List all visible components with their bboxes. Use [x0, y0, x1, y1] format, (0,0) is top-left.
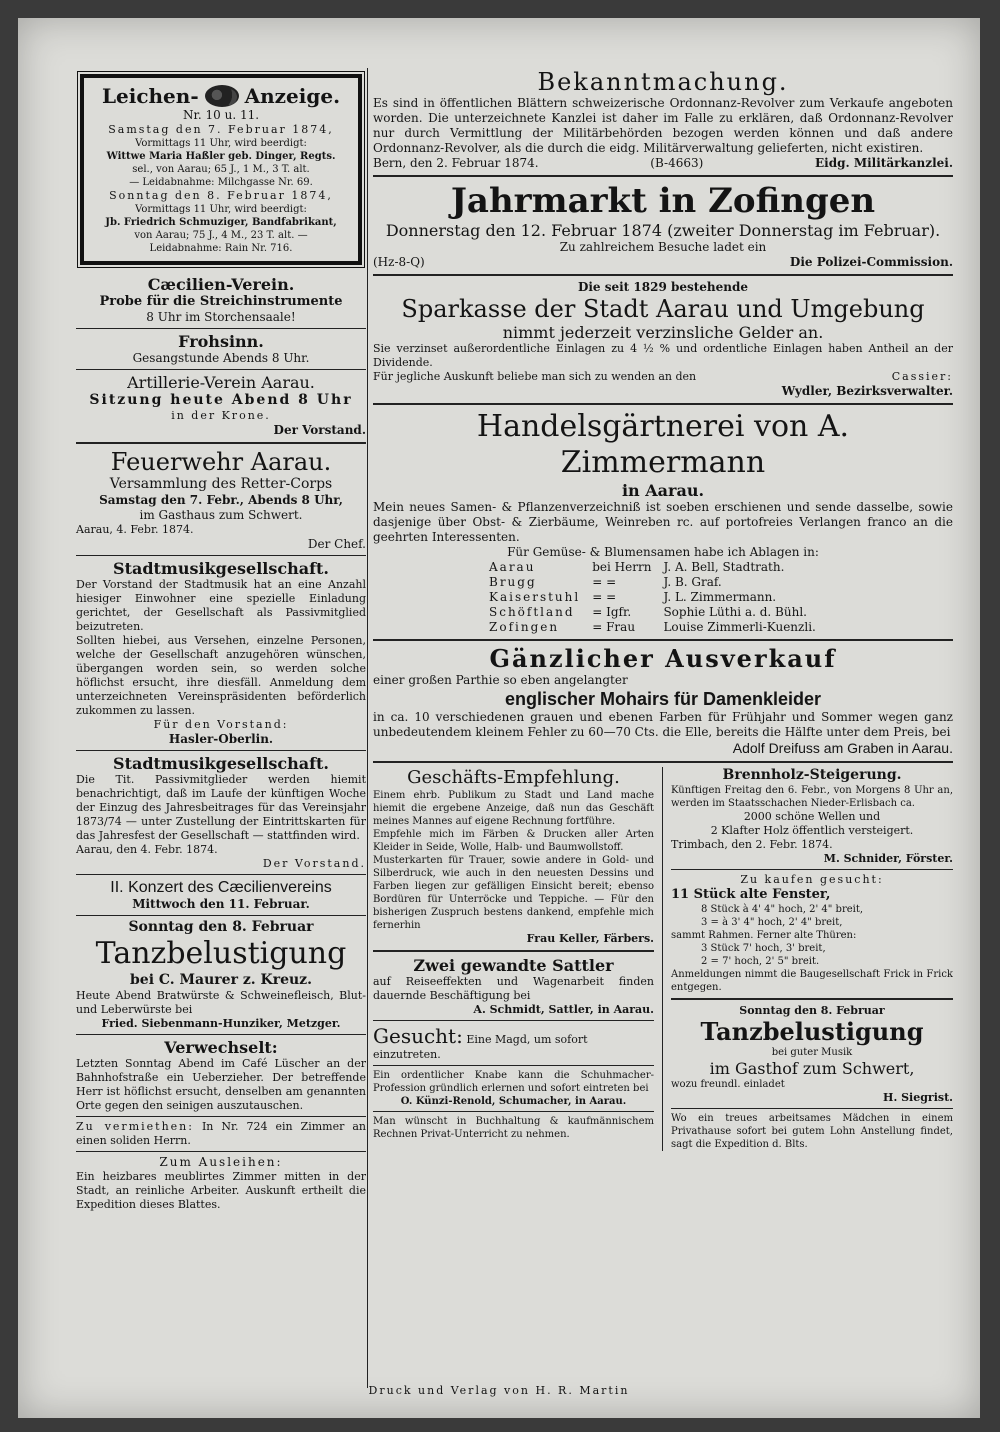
stadtmusik-title: Stadtmusikgesellschaft.: [113, 559, 329, 578]
ablage-place: Aarau: [489, 560, 536, 574]
schuh-text: Ein ordentlicher Knabe kann die Schuhmacher-Profession gründlich erlernen und sofort eintreten bei: [373, 1070, 654, 1094]
stadtmusik-ad-1: [76, 559, 366, 747]
stadtmusik-text: Sollten hiebei, aus Versehen, einzelne Personen, welche der Gesellschaft anzugehören wünschen, übergangen worden sein, so werden solche höflichst ersucht, ihre diesfäll. Anmeldung dem unterzeichneten Vereinspräsidenten beförderlich zukommen zu lassen.: [76, 634, 366, 717]
leichen-line: von Aarau; 75 J., 4 M., 23 T. alt. —: [134, 230, 308, 241]
artillerie-ad: [76, 373, 366, 438]
leichen-line: Jb. Friedrich Schmuziger, Bandfabrikant,: [105, 217, 337, 228]
jahrmarkt-line: Donnerstag den 12. Februar 1874 (zweiter Donnerstag im Februar).: [385, 221, 941, 240]
sparkasse-ad: [373, 280, 953, 399]
ausverkauf-line: einer großen Parthie so eben angelangter: [373, 673, 628, 687]
kaufen-line: 8 Stück à 4' 4" hoch, 2' 4" breit,: [701, 904, 864, 915]
brennholz-line: 2 Klafter Holz öffentlich versteigert.: [710, 824, 914, 837]
leichen-line: sel., von Aarau; 65 J., 1 M., 3 T. alt.: [132, 164, 310, 175]
ausverkauf-line: englischer Mohairs für Damenkleider: [504, 689, 822, 709]
feuerwehr-line: Aarau, 4. Febr. 1874.: [76, 523, 194, 536]
geschaeft-title: Geschäfts-Empfehlung.: [407, 767, 620, 788]
konzert-line: Mittwoch den 11. Februar.: [132, 897, 310, 911]
kaufen-line: 11 Stück alte Fenster,: [671, 887, 831, 902]
wreath-icon: [205, 85, 239, 107]
bekannt-text: Es sind in öffentlichen Blättern schweizerische Ordonnanz-Revolver zum Verkaufe angeboten worden. Die unterzeichnete Kanzlei ist daher im Falle zu erklären, daß Ordonnanz-Revolver nur durch Vermittlung der Militärbehörden bezogen werden können und daß andere Ordonnanz-Revolver, als die durch die eidg. Militärverwaltung gelieferten, nicht existiren.: [373, 96, 953, 155]
ablage-place: Schöftland: [489, 605, 575, 619]
bekannt-date: Bern, den 2. Februar 1874.: [373, 156, 539, 170]
kaufen-text: Anmeldungen nimmt die Baugesellschaft Frick in Frick entgegen.: [671, 969, 953, 993]
gaertnerei-ad: [373, 409, 953, 635]
ablage-who: = =: [592, 575, 617, 589]
verwechselt-text: Letzten Sonntag Abend im Café Lüscher an der Bahnhofstraße ein Ueberzieher. Der betreffende Herr ist höflichst ersucht, denselben am genannten Orte gegen den seinigen auszutauschen.: [76, 1057, 366, 1112]
split-section: [373, 767, 953, 1151]
stadtmusik-ad-2: [76, 754, 366, 871]
kaufen-line: 2 = 7' hoch, 2' 5" breit.: [701, 956, 820, 967]
gesucht-text: Eine Magd, um sofort einzutreten.: [373, 1033, 588, 1061]
verwechselt-ad: [76, 1038, 366, 1113]
ablage-place: Brugg: [489, 575, 537, 589]
sattler-text: auf Reiseeffekten und Wagenarbeit finden dauernde Beschäftigung bei: [373, 975, 654, 1002]
stadtmusik-date: Aarau, den 4. Febr. 1874.: [76, 843, 218, 856]
artillerie-title: Artillerie-Verein Aarau.: [127, 373, 315, 392]
feuerwehr-ad: [76, 448, 366, 552]
brennholz-title: Brennholz-Steigerung.: [722, 767, 902, 783]
bekannt-title: Bekanntmachung.: [537, 68, 789, 96]
ablage-name: J. B. Graf.: [663, 575, 722, 589]
ablage-place: Kaiserstuhl: [489, 590, 581, 604]
ausverkauf-title: Gänzlicher Ausverkauf: [489, 644, 837, 673]
schuh-ad: [373, 1069, 654, 1108]
tanz-text: Heute Abend Bratwürste & Schweinefleisch, Blut- und Leberwürste bei: [76, 989, 366, 1016]
table-row: [483, 575, 822, 590]
tanz2-line: bei guter Musik: [771, 1047, 853, 1058]
tanz-ad-left: [76, 919, 366, 1031]
sparkasse-signature: Cassier:: [891, 370, 953, 383]
brennholz-line: 2000 schöne Wellen und: [743, 810, 881, 823]
frohsinn-title: Frohsinn.: [178, 332, 264, 351]
leichen-line: — Leidabnahme: Milchgasse Nr. 69.: [129, 177, 313, 188]
tanz-line: bei C. Maurer z. Kreuz.: [130, 972, 312, 988]
table-row: [483, 590, 822, 605]
gaertnerei-title: Handelsgärtnerei von A. Zimmermann: [476, 409, 850, 480]
brennholz-ad: [671, 767, 953, 866]
kaufen-line: 3 = à 3' 4" hoch, 2' 4" breit,: [701, 917, 843, 928]
jahrmarkt-code: (Hz-8-Q): [373, 255, 425, 269]
frohsinn-ad: [76, 332, 366, 366]
jahrmarkt-signature: Die Polizei-Commission.: [789, 255, 953, 269]
artillerie-signature: Der Vorstand.: [273, 423, 366, 437]
stadtmusik-title: Stadtmusikgesellschaft.: [113, 754, 329, 773]
jahrmarkt-ad: [373, 181, 953, 270]
sparkasse-text: Für jegliche Auskunft beliebe man sich zu wenden an den: [373, 370, 697, 383]
artillerie-line: Sitzung heute Abend 8 Uhr: [89, 392, 353, 408]
feuerwehr-title: Feuerwehr Aarau.: [110, 448, 332, 476]
ausverkauf-text: in ca. 10 verschiedenen grauen und ebenen Farben für Frühjahr und Sommer wegen ganz unbedeutendem kleinem Fehler zu 60—70 Cts. die Elle, bereits die Hälfte unter dem Preis, bei: [373, 710, 953, 739]
schuh-signature: O. Künzi-Renold, Schumacher, in Aarau.: [400, 1096, 627, 1107]
sattler-signature: A. Schmidt, Sattler, in Aarau.: [473, 1003, 654, 1016]
ausverkauf-ad: [373, 645, 953, 757]
konzert-ad: [76, 878, 366, 912]
vermieten-text: In Nr. 724 ein Zimmer an einen soliden Herrn.: [76, 1120, 366, 1147]
sattler-ad: [373, 956, 654, 1017]
ausleihen-title: Zum Ausleihen:: [159, 1155, 283, 1169]
leichen-nr: Nr. 10 u. 11.: [182, 108, 260, 122]
ablage-who: = Igfr.: [592, 605, 632, 619]
jahrmarkt-line: Zu zahlreichem Besuche ladet ein: [559, 240, 767, 254]
split-left: [373, 767, 663, 1151]
table-row: [483, 605, 822, 620]
geschaeft-signature: Frau Keller, Färbers.: [526, 932, 654, 945]
tanz-title: Tanzbelustigung: [95, 936, 347, 971]
ablagen-table: [483, 560, 822, 635]
ablage-name: Louise Zimmerli-Kuenzli.: [663, 620, 816, 634]
sparkasse-line: Die seit 1829 bestehende: [577, 280, 749, 294]
maedchen-text: Wo ein treues arbeitsames Mädchen in einem Privathause sofort bei gutem Lohn Anstellung findet, sagt die Expedition d. Blts.: [671, 1113, 953, 1150]
imprint-footer: Druck und Verlag von H. R. Martin: [368, 1384, 630, 1397]
tanz2-line: wozu freundl. einladet: [671, 1079, 785, 1090]
vermieten-ad: [76, 1120, 366, 1148]
ablage-who: bei Herrn: [592, 560, 652, 574]
column-divider: [367, 68, 368, 1388]
buchhaltung-ad: [373, 1115, 654, 1141]
caecilien-title: Cæcilien-Verein.: [147, 275, 295, 294]
ablage-who: = =: [592, 590, 617, 604]
gaertnerei-subtitle: in Aarau.: [621, 481, 705, 500]
ausleihen-ad: [76, 1155, 366, 1212]
stadtmusik-signature: Der Vorstand.: [262, 857, 366, 870]
sparkasse-text: Sie verzinset außerordentliche Einlagen zu 4 ½ % und ordentliche Einlagen haben Antheil an der Dividende.: [373, 342, 953, 369]
bekanntmachung-ad: [373, 68, 953, 171]
stadtmusik-signature: Für den Vorstand:: [153, 718, 289, 731]
tanz-line: Sonntag den 8. Februar: [128, 919, 314, 935]
tanz2-line: im Gasthof zum Schwert,: [709, 1059, 915, 1078]
tanz-signature: Fried. Siebenmann-Hunziker, Metzger.: [101, 1017, 341, 1030]
leichen-title-a: Leichen-: [101, 84, 199, 108]
kaufen-line: sammt Rahmen. Ferner alte Thüren:: [671, 930, 857, 941]
ablage-name: J. A. Bell, Stadtrath.: [663, 560, 785, 574]
artillerie-line: in der Krone.: [171, 409, 271, 422]
ablage-name: J. L. Zimmermann.: [663, 590, 777, 604]
stadtmusik-text: Die Tit. Passivmitglieder werden hiemit benachrichtigt, daß im Laufe der künftigen Woche der Einzug des Jahresbeitrages für das Vereinsjahr 1873/74 — unter Zustellung der Eintrittskarten für das Jahresfest der Gesellschaft — stattfinden wird.: [76, 773, 366, 842]
brennholz-signature: M. Schnider, Förster.: [823, 852, 953, 865]
buchhaltung-text: Man wünscht in Buchhaltung & kaufmännischem Rechnen Privat-Unterricht zu nehmen.: [373, 1116, 654, 1140]
kaufen-ad: [671, 873, 953, 994]
leichen-line: Sonntag den 8. Februar 1874,: [109, 189, 333, 202]
bekannt-signature: Eidg. Militärkanzlei.: [815, 156, 953, 170]
gesucht-title: Gesucht:: [373, 1024, 463, 1048]
frohsinn-line: Gesangstunde Abends 8 Uhr.: [132, 351, 310, 365]
sparkasse-signature: Wydler, Bezirksverwalter.: [781, 384, 953, 398]
left-column: [76, 68, 366, 1212]
right-column: [373, 68, 953, 1151]
gaertnerei-text: Für Gemüse- & Blumensamen habe ich Ablagen in:: [507, 545, 819, 559]
leichen-line: Leidabnahme: Rain Nr. 716.: [149, 243, 293, 254]
gaertnerei-text: Mein neues Samen- & Pflanzenverzeichniß ist soeben erschienen und sende dasselbe, sowie dasjenige über Obst- & Zierbäume, Weinreben rc. auf portofreies Verlangen franco an die geehrten Interessenten.: [373, 500, 953, 544]
tanz-ad-right: [671, 1004, 953, 1105]
feuerwehr-line: Samstag den 7. Febr., Abends 8 Uhr,: [99, 493, 343, 507]
feuerwehr-line: im Gasthaus zum Schwert.: [139, 508, 303, 522]
leichen-line: Vormittags 11 Uhr, wird beerdigt:: [135, 138, 307, 149]
leichen-line: Samstag den 7. Februar 1874,: [108, 123, 334, 136]
ablage-who: = Frau: [592, 620, 636, 634]
table-row: [483, 620, 822, 635]
caecilien-line: 8 Uhr im Storchensaale!: [146, 310, 296, 324]
stadtmusik-signature: Hasler-Oberlin.: [168, 732, 274, 746]
newspaper-page: [18, 18, 980, 1418]
ausverkauf-signature: Adolf Dreifuss am Graben in Aarau.: [732, 740, 953, 756]
kaufen-line: 3 Stück 7' hoch, 3' breit,: [701, 943, 826, 954]
ausleihen-text: Ein heizbares meublirtes Zimmer mitten in der Stadt, an reinliche Arbeiter. Auskunft ertheilt die Expedition dieses Blattes.: [76, 1170, 366, 1211]
ablage-name: Sophie Lüthi a. d. Bühl.: [663, 605, 807, 619]
caecilien-ad: [76, 275, 366, 325]
caecilien-line: Probe für die Streichinstrumente: [99, 294, 343, 309]
tanz2-title: Tanzbelustigung: [700, 1017, 924, 1046]
sparkasse-line: nimmt jederzeit verzinsliche Gelder an.: [502, 323, 824, 342]
brennholz-date: Trimbach, den 2. Febr. 1874.: [671, 838, 833, 851]
jahrmarkt-title: Jahrmarkt in Zofingen: [450, 181, 876, 221]
tanz2-line: Sonntag den 8. Februar: [739, 1004, 885, 1017]
kaufen-title: Zu kaufen gesucht:: [740, 873, 884, 886]
leichen-anzeige: [80, 74, 362, 265]
bekannt-code: (B-4663): [650, 156, 704, 170]
leichen-title-b: Anzeige.: [244, 84, 341, 108]
geschaeft-text: Einem ehrb. Publikum zu Stadt und Land mache hiemit die ergebene Anzeige, daß nun das Geschäft meines Mannes auf eigene Rechnung fortführe.: [373, 790, 654, 827]
sattler-title: Zwei gewandte Sattler: [413, 956, 614, 975]
gesucht-ad: [373, 1024, 654, 1062]
split-right: [663, 767, 953, 1151]
feuerwehr-line: Versammlung des Retter-Corps: [109, 476, 333, 492]
stadtmusik-text: Der Vorstand der Stadtmusik hat an eine Anzahl hiesiger Einwohner eine spezielle Einladung gerichtet, der Gesellschaft als Passivmitglied beizutreten.: [76, 578, 366, 633]
geschaeft-text: Musterkarten für Trauer, sowie andere in Gold- und Silberdruck, wie auch in den neuesten Dessins und Farben liegen zur gefälligen Einsicht bereit; ebenso Bordüren für Unterröcke und Teppiche. — Für den bisherigen Zuspruch bestens dankend, empfehle mich fernerhin: [373, 855, 654, 931]
vermieten-title: Zu vermiethen:: [76, 1120, 194, 1133]
konzert-title: II. Konzert des Cæcilienvereins: [110, 879, 332, 896]
brennholz-text: Künftigen Freitag den 6. Febr., von Morgens 8 Uhr an, werden im Staatsschachen Nieder-Erlisbach ca.: [671, 785, 953, 809]
leichen-line: Vormittags 11 Uhr, wird beerdigt:: [135, 204, 307, 215]
verwechselt-title: Verwechselt:: [164, 1038, 278, 1057]
sparkasse-title: Sparkasse der Stadt Aarau und Umgebung: [401, 295, 925, 323]
geschaeft-text: Empfehle mich im Färben & Drucken aller Arten Kleider in Seide, Wolle, Halb- und Baumwollstoff.: [373, 829, 654, 853]
maedchen-ad: [671, 1112, 953, 1151]
geschaeft-ad: [373, 767, 654, 946]
ablage-place: Zofingen: [489, 620, 560, 634]
table-row: [483, 560, 822, 575]
tanz2-signature: H. Siegrist.: [883, 1091, 953, 1104]
leichen-line: Wittwe Maria Haßler geb. Dinger, Regts.: [106, 151, 336, 162]
feuerwehr-signature: Der Chef.: [307, 537, 366, 551]
